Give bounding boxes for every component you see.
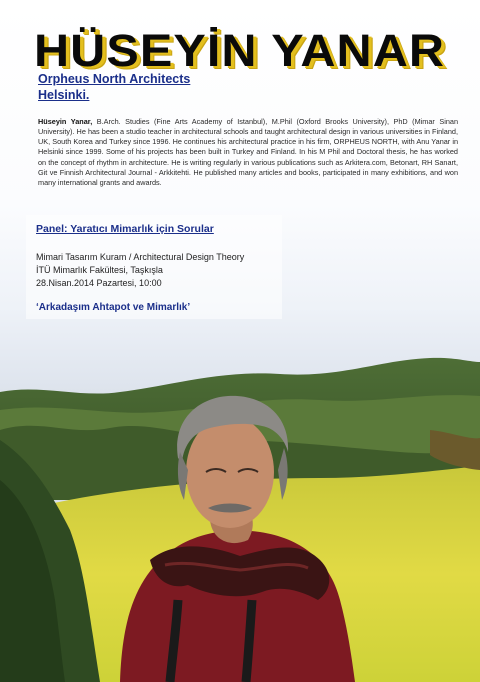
organization-city: Helsinki. [38, 87, 90, 102]
event-date: 28.Nisan.2014 Pazartesi, 10:00 [36, 277, 162, 288]
speaker-bio [38, 117, 458, 187]
bio-name: Hüseyin Yanar, [38, 117, 93, 127]
event-details [36, 251, 244, 289]
organization-name: Orpheus North Architects [38, 72, 191, 86]
panel-title: Panel: Yaratıcı Mimarlık için Sorular [36, 223, 214, 235]
bio-text: B.Arch. Studies (Fine Arts Academy of Istanbul), M.Phil (Oxford Brooks University), PhD (Mimar Sinan University). He has been a studio teacher in architectural schools and taught architectural design in various universities in Finland, UK, South Korea and Turkey since 1996. He continues his architectural practice in his firm, ORPHEUS NORTH, with Anu Yanar in Helsinki since 1999. Some of his projects has been built in Turkey and Finland. In his M Phil and Doctoral thesis, he has worked on the concept of rhythm in architecture. He is writing regularly in various publications such as Arkitera.com, Betonart, RH Sanart, Git ve Finnish Architectural Journal - Arkkitehti. He published many articles and books, participated in many exhibitions, and won many international grants and awards. [38, 117, 459, 187]
event-program: Mimari Tasarım Kuram / Architectural Design Theory [36, 252, 245, 262]
organization-block [38, 72, 190, 103]
event-venue: İTÜ Mimarlık Fakültesi, Taşkışla [36, 264, 163, 275]
speaker-name: HÜSEYİN YANAR [34, 25, 446, 76]
talk-title: ‘Arkadaşım Ahtapot ve Mimarlık’ [36, 302, 191, 313]
